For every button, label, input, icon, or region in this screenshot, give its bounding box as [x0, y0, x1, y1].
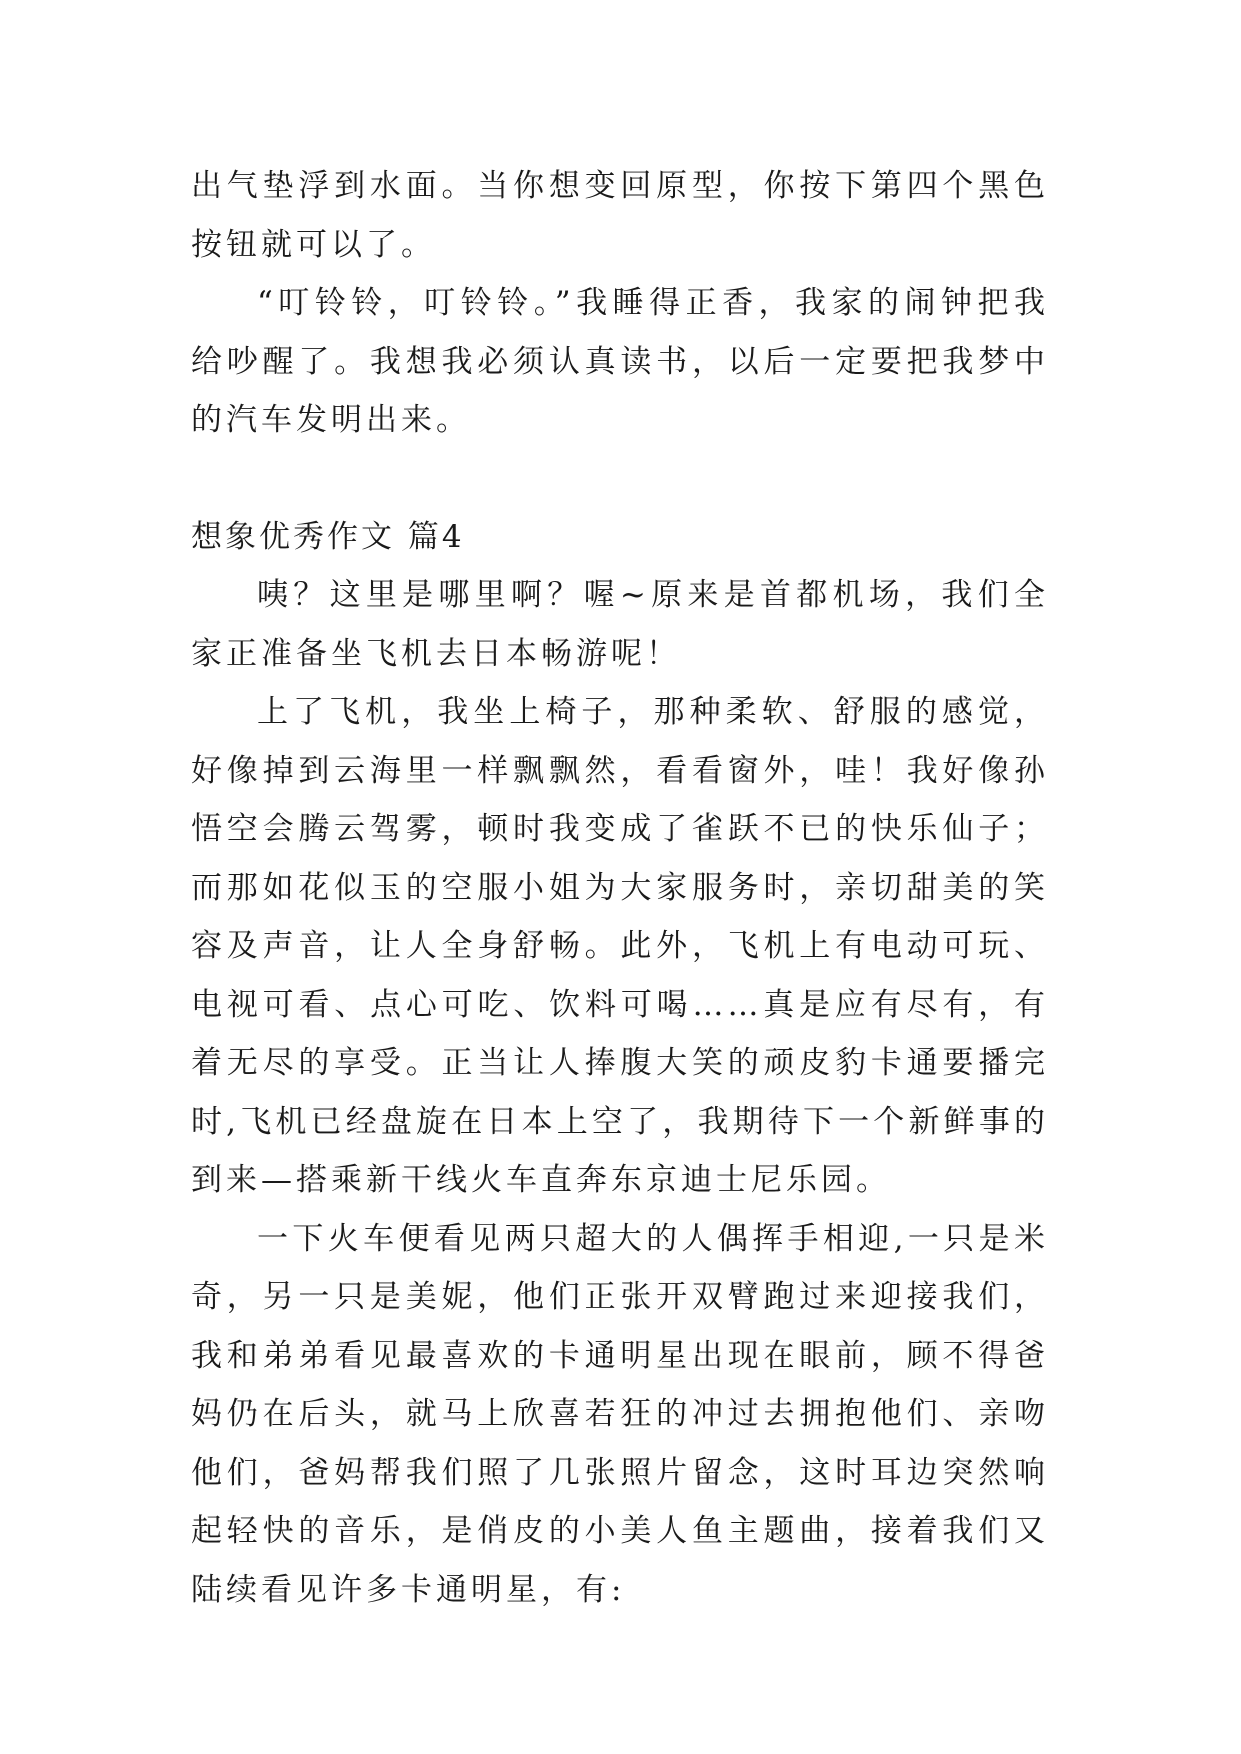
- paragraph-airplane: 上了飞机，我坐上椅子，那种柔软、舒服的感觉，好像掉到云海里一样飘飘然，看看窗外，哇！我好像孙悟空会腾云驾雾，顿时我变成了雀跃不已的快乐仙子；而那如花似玉的空服小姐为大家服务时，亲切甜美的笑容及声音，让人全身舒畅。此外，飞机上有电动可玩、电视可看、点心可吃、饮料可喝……真是应有尽有，有着无尽的享受。正当让人捧腹大笑的顽皮豹卡通要播完时,飞机已经盘旋在日本上空了，我期待下一个新鲜事的到来—搭乘新干线火车直奔东京迪士尼乐园。: [191, 694, 1049, 1198]
- section-heading: 想象优秀作文 篇4: [191, 518, 465, 555]
- paragraph-airport: 咦？这里是哪里啊？喔~原来是首都机场，我们全家正准备坐飞机去日本畅游呢！: [191, 577, 1049, 672]
- document-page: [191, 157, 1049, 1619]
- section-gap: [191, 450, 1049, 508]
- paragraph-disneyland: 一下火车便看见两只超大的人偶挥手相迎,一只是米奇，另一只是美妮，他们正张开双臂跑过来迎接我们，我和弟弟看见最喜欢的卡通明星出现在眼前，顾不得爸妈仍在后头，就马上欣喜若狂的冲过去拥抱他们、亲吻他们，爸妈帮我们照了几张照片留念，这时耳边突然响起轻快的音乐，是俏皮的小美人鱼主题曲，接着我们又陆续看见许多卡通明星，有:: [191, 1220, 1049, 1608]
- paragraph-alarm: “叮铃铃，叮铃铃。”我睡得正香，我家的闹钟把我给吵醒了。我想我必须认真读书，以后一定要把我梦中的汽车发明出来。: [191, 285, 1049, 438]
- paragraph-continued: 出气垫浮到水面。当你想变回原型，你按下第四个黑色按钮就可以了。: [191, 168, 1049, 263]
